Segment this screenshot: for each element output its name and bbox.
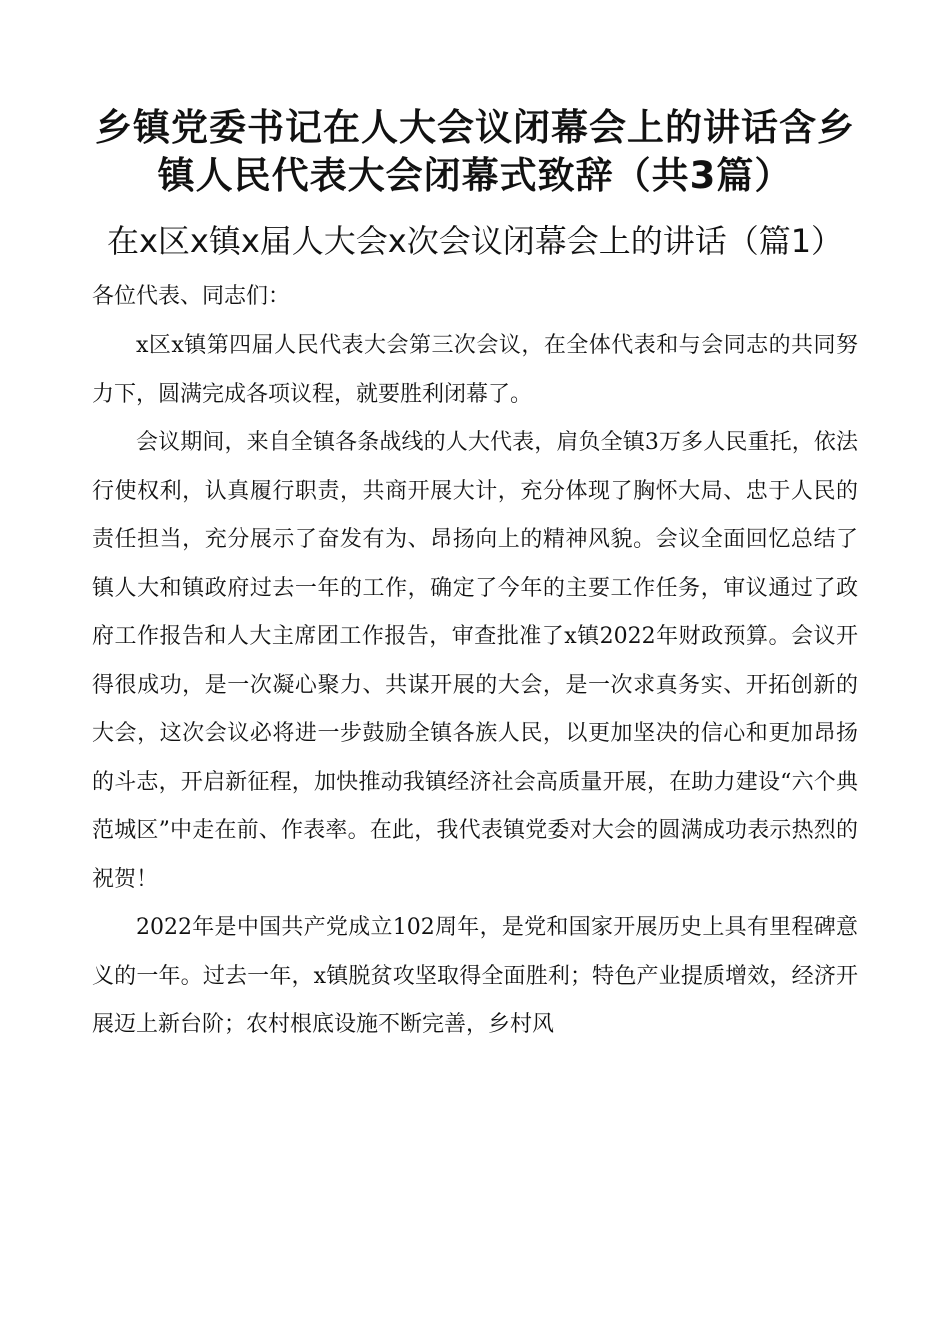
- greeting-line: 各位代表、同志们：: [92, 284, 291, 309]
- body-paragraph-2: 会议期间，来自全镇各条战线的人大代表，肩负全镇3万多人民重托，依法行使权利，认真履行职责，共商开展大计，充分体现了胸怀大局、忠于人民的责任担当，充分展示了奋发有为、昂扬向上的精神风貌。会议全面回忆总结了镇人大和镇政府过去一年的工作，确定了今年的主要工作任务，审议通过了政府工作报告和人大主席团工作报告，审查批准了x镇2022年财政预算。会议开得很成功，是一次凝心聚力、共谋开展的大会，是一次求真务实、开拓创新的大会，这次会议必将进一步鼓励全镇各族人民，以更加坚决的信心和更加昂扬的斗志，开启新征程，加快推动我镇经济社会高质量开展，在助力建设“六个典范城区”中走在前、作表率。在此，我代表镇党委对大会的圆满成功表示热烈的祝贺！: [92, 430, 858, 892]
- body-paragraph-1: x区x镇第四届人民代表大会第三次会议，在全体代表和与会同志的共同努力下，圆满完成各项议程，就要胜利闭幕了。: [92, 333, 858, 407]
- body-paragraph-3: 2022年是中国共产党成立102周年，是党和国家开展历史上具有里程碑意义的一年。过去一年，x镇脱贫攻坚取得全面胜利；特色产业提质增效，经济开展迈上新台阶；农村根底设施不断完善，乡村风: [92, 915, 858, 1037]
- speech-title: 在x区x镇x届人大会x次会议闭幕会上的讲话（篇1）: [106, 222, 844, 260]
- document-main-title: 乡镇党委书记在人大会议闭幕会上的讲话含乡镇人民代表大会闭幕式致辞（共3篇）: [95, 106, 855, 197]
